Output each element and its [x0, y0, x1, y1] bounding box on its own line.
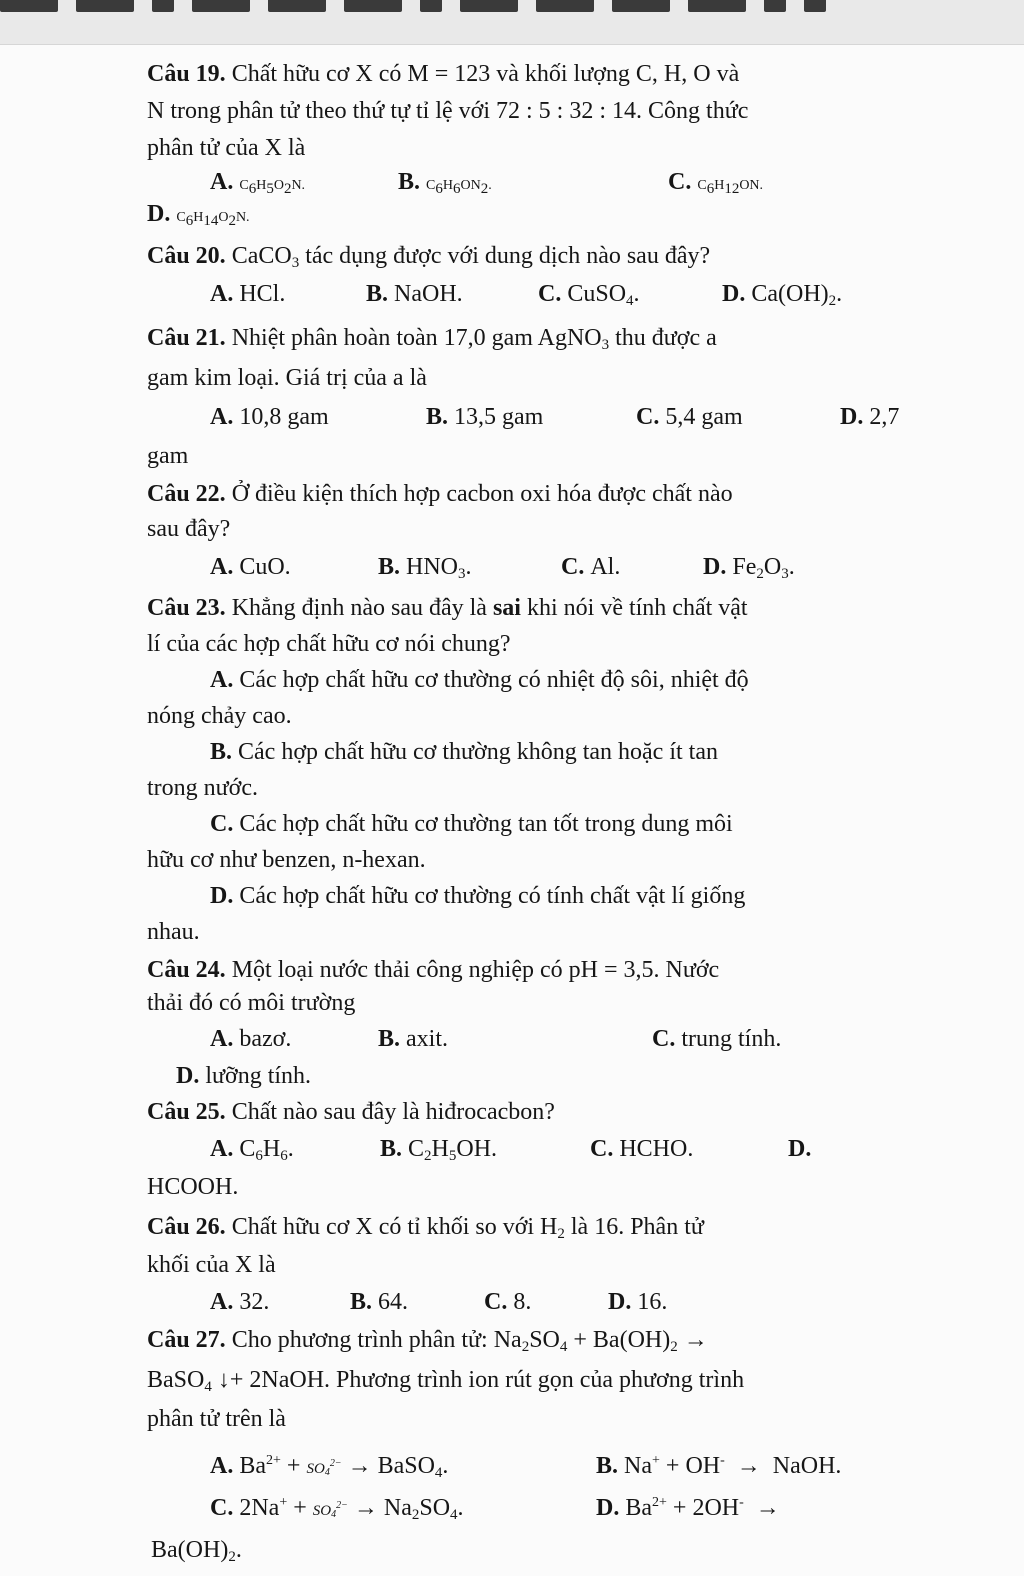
- q26-option-c: C. 8.: [484, 1289, 532, 1315]
- q19-option-a: A. $C_6H_5O_2N$.: [210, 169, 306, 197]
- q21-label: Câu 21.: [147, 325, 226, 351]
- q23-option-c-line1: C. Các hợp chất hữu cơ thường tan tốt trong dung môi: [210, 811, 733, 837]
- q23-stem-line2: lí của các hợp chất hữu cơ nói chung?: [147, 631, 511, 657]
- q27-stem-line1: Câu 27. Cho phương trình phân tử: $Na_2SO_4 + Ba(OH)_2$ →: [147, 1327, 708, 1355]
- q19-option-d: D. $C_6H_{14}O_2N$.: [147, 201, 250, 229]
- q25-option-b: B. $C_2H_5OH$.: [380, 1136, 498, 1164]
- q26-option-b: B. 64.: [350, 1289, 409, 1315]
- q22-option-d: D. $Fe_2O_3$.: [703, 554, 795, 582]
- q21-option-d-wrap: gam: [147, 443, 189, 469]
- q21-stem-line2: gam kim loại. Giá trị của a là: [147, 365, 427, 391]
- cropped-header-band: [0, 0, 1024, 44]
- q21-option-d: D. 2,7: [840, 404, 900, 430]
- q19-stem-line1: [147, 60, 739, 88]
- q27-option-d: D. $Ba^{2+} + 2OH^-$ →: [596, 1495, 780, 1521]
- q24-option-c: C. trung tính.: [652, 1026, 782, 1052]
- q23-option-a-line2: nóng chảy cao.: [147, 703, 292, 729]
- q22-label: Câu 22.: [147, 481, 226, 507]
- q19-stem-line3: phân tử của X là: [147, 135, 306, 161]
- q22-stem-line1: Câu 22. Ở điều kiện thích hợp cacbon oxi hóa được chất nào: [147, 481, 733, 507]
- q24-option-b: B. axit.: [378, 1026, 449, 1052]
- q19-option-c: C. $C_6H_{12}ON$.: [668, 169, 764, 197]
- q26-stem-line1: Câu 26. Chất hữu cơ X có tỉ khối so với $H_2$ là 16. Phân tử: [147, 1214, 704, 1242]
- q25-stem: Câu 25. Chất nào sau đây là hiđrocacbon?: [147, 1099, 555, 1125]
- q24-stem-line1: Câu 24. Một loại nước thải công nghiệp có pH = 3,5. Nước: [147, 957, 720, 983]
- q26-label: Câu 26.: [147, 1214, 226, 1240]
- q24-option-a: A. bazơ.: [210, 1026, 292, 1052]
- q23-label: Câu 23.: [147, 595, 226, 621]
- q20-option-d: D. $Ca(OH)_2$.: [722, 281, 843, 309]
- q27-option-d-wrap: $Ba(OH)_2$.: [151, 1537, 242, 1565]
- q21-option-c: C. 5,4 gam: [636, 404, 743, 430]
- q22-option-a: A. CuO.: [210, 554, 291, 580]
- q20-stem: Câu 20. CaCO$_3$ tác dụng được với dung dịch nào sau đây?: [147, 243, 711, 271]
- q21-option-b: B. 13,5 gam: [426, 404, 544, 430]
- q23-option-a-line1: A. Các hợp chất hữu cơ thường có nhiệt độ sôi, nhiệt độ: [210, 667, 749, 693]
- q19-label: Câu 19.: [147, 61, 226, 87]
- q24-label: Câu 24.: [147, 957, 226, 983]
- q26-stem-line2: khối của X là: [147, 1252, 276, 1278]
- q23-option-b-line1: B. Các hợp chất hữu cơ thường không tan hoặc ít tan: [210, 739, 718, 765]
- q21-stem-line1: Câu 21. Nhiệt phân hoàn toàn 17,0 gam AgNO$_3$ thu được a: [147, 325, 717, 353]
- q27-stem-line3: phân tử trên là: [147, 1406, 286, 1432]
- q23-stem-line1: Câu 23. Khẳng định nào sau đây là sai khi nói về tính chất vật: [147, 595, 748, 621]
- q24-stem-line2: thải đó có môi trường: [147, 990, 356, 1016]
- q23-option-b-line2: trong nước.: [147, 775, 259, 801]
- q26-option-a: A. 32.: [210, 1289, 270, 1315]
- q27-stem-line2: BaSO$_4$ ↓+ 2NaOH. Phương trình ion rút gọn của phương trình: [147, 1367, 745, 1395]
- q23-option-c-line2: hữu cơ như benzen, n-hexan.: [147, 847, 426, 873]
- cropped-title-fragments: [0, 0, 826, 12]
- q27-option-b: B. Na+ + OH- → NaOH.: [596, 1453, 842, 1479]
- q25-option-c: C. HCHO.: [590, 1136, 694, 1162]
- q19-stem1: Chất hữu cơ X có M = 123 và khối lượng C, H, O và: [231, 61, 740, 87]
- q22-option-c: C. Al.: [561, 554, 621, 580]
- page-edge: [0, 44, 1024, 45]
- q25-label: Câu 25.: [147, 1099, 226, 1125]
- q26-option-d: D. 16.: [608, 1289, 668, 1315]
- q25-option-a: A. $C_6H_6$.: [210, 1136, 294, 1164]
- q24-option-d: D. lưỡng tính.: [176, 1063, 312, 1089]
- q27-option-a: A. $Ba^{2+} + SO_4^{2-}$ → BaSO$_4$.: [210, 1453, 449, 1481]
- q20-option-c: C. CuSO$_4$.: [538, 281, 640, 309]
- q21-option-a: A. 10,8 gam: [210, 404, 329, 430]
- q23-option-d-line2: nhau.: [147, 919, 200, 945]
- q20-option-a: A. HCl.: [210, 281, 286, 307]
- q27-option-c: C. $2Na^+ + SO_4^{2-} \to Na_2SO_4$.: [210, 1495, 464, 1523]
- q19-option-b: B. $C_6H_6ON_2$.: [398, 169, 492, 197]
- q19-stem-line2: N trong phân tử theo thứ tự tỉ lệ với 72 : 5 : 32 : 14. Công thức: [147, 98, 749, 124]
- q22-option-b: B. $HNO_3$.: [378, 554, 472, 582]
- q27-label: Câu 27.: [147, 1327, 226, 1353]
- q25-option-d: D.: [788, 1136, 812, 1162]
- q20-label: Câu 20.: [147, 243, 226, 269]
- q22-stem-line2: sau đây?: [147, 516, 231, 542]
- q25-option-d-wrap: HCOOH.: [147, 1174, 239, 1200]
- q23-option-d-line1: D. Các hợp chất hữu cơ thường có tính chất vật lí giống: [210, 883, 746, 909]
- q20-option-b: B. NaOH.: [366, 281, 463, 307]
